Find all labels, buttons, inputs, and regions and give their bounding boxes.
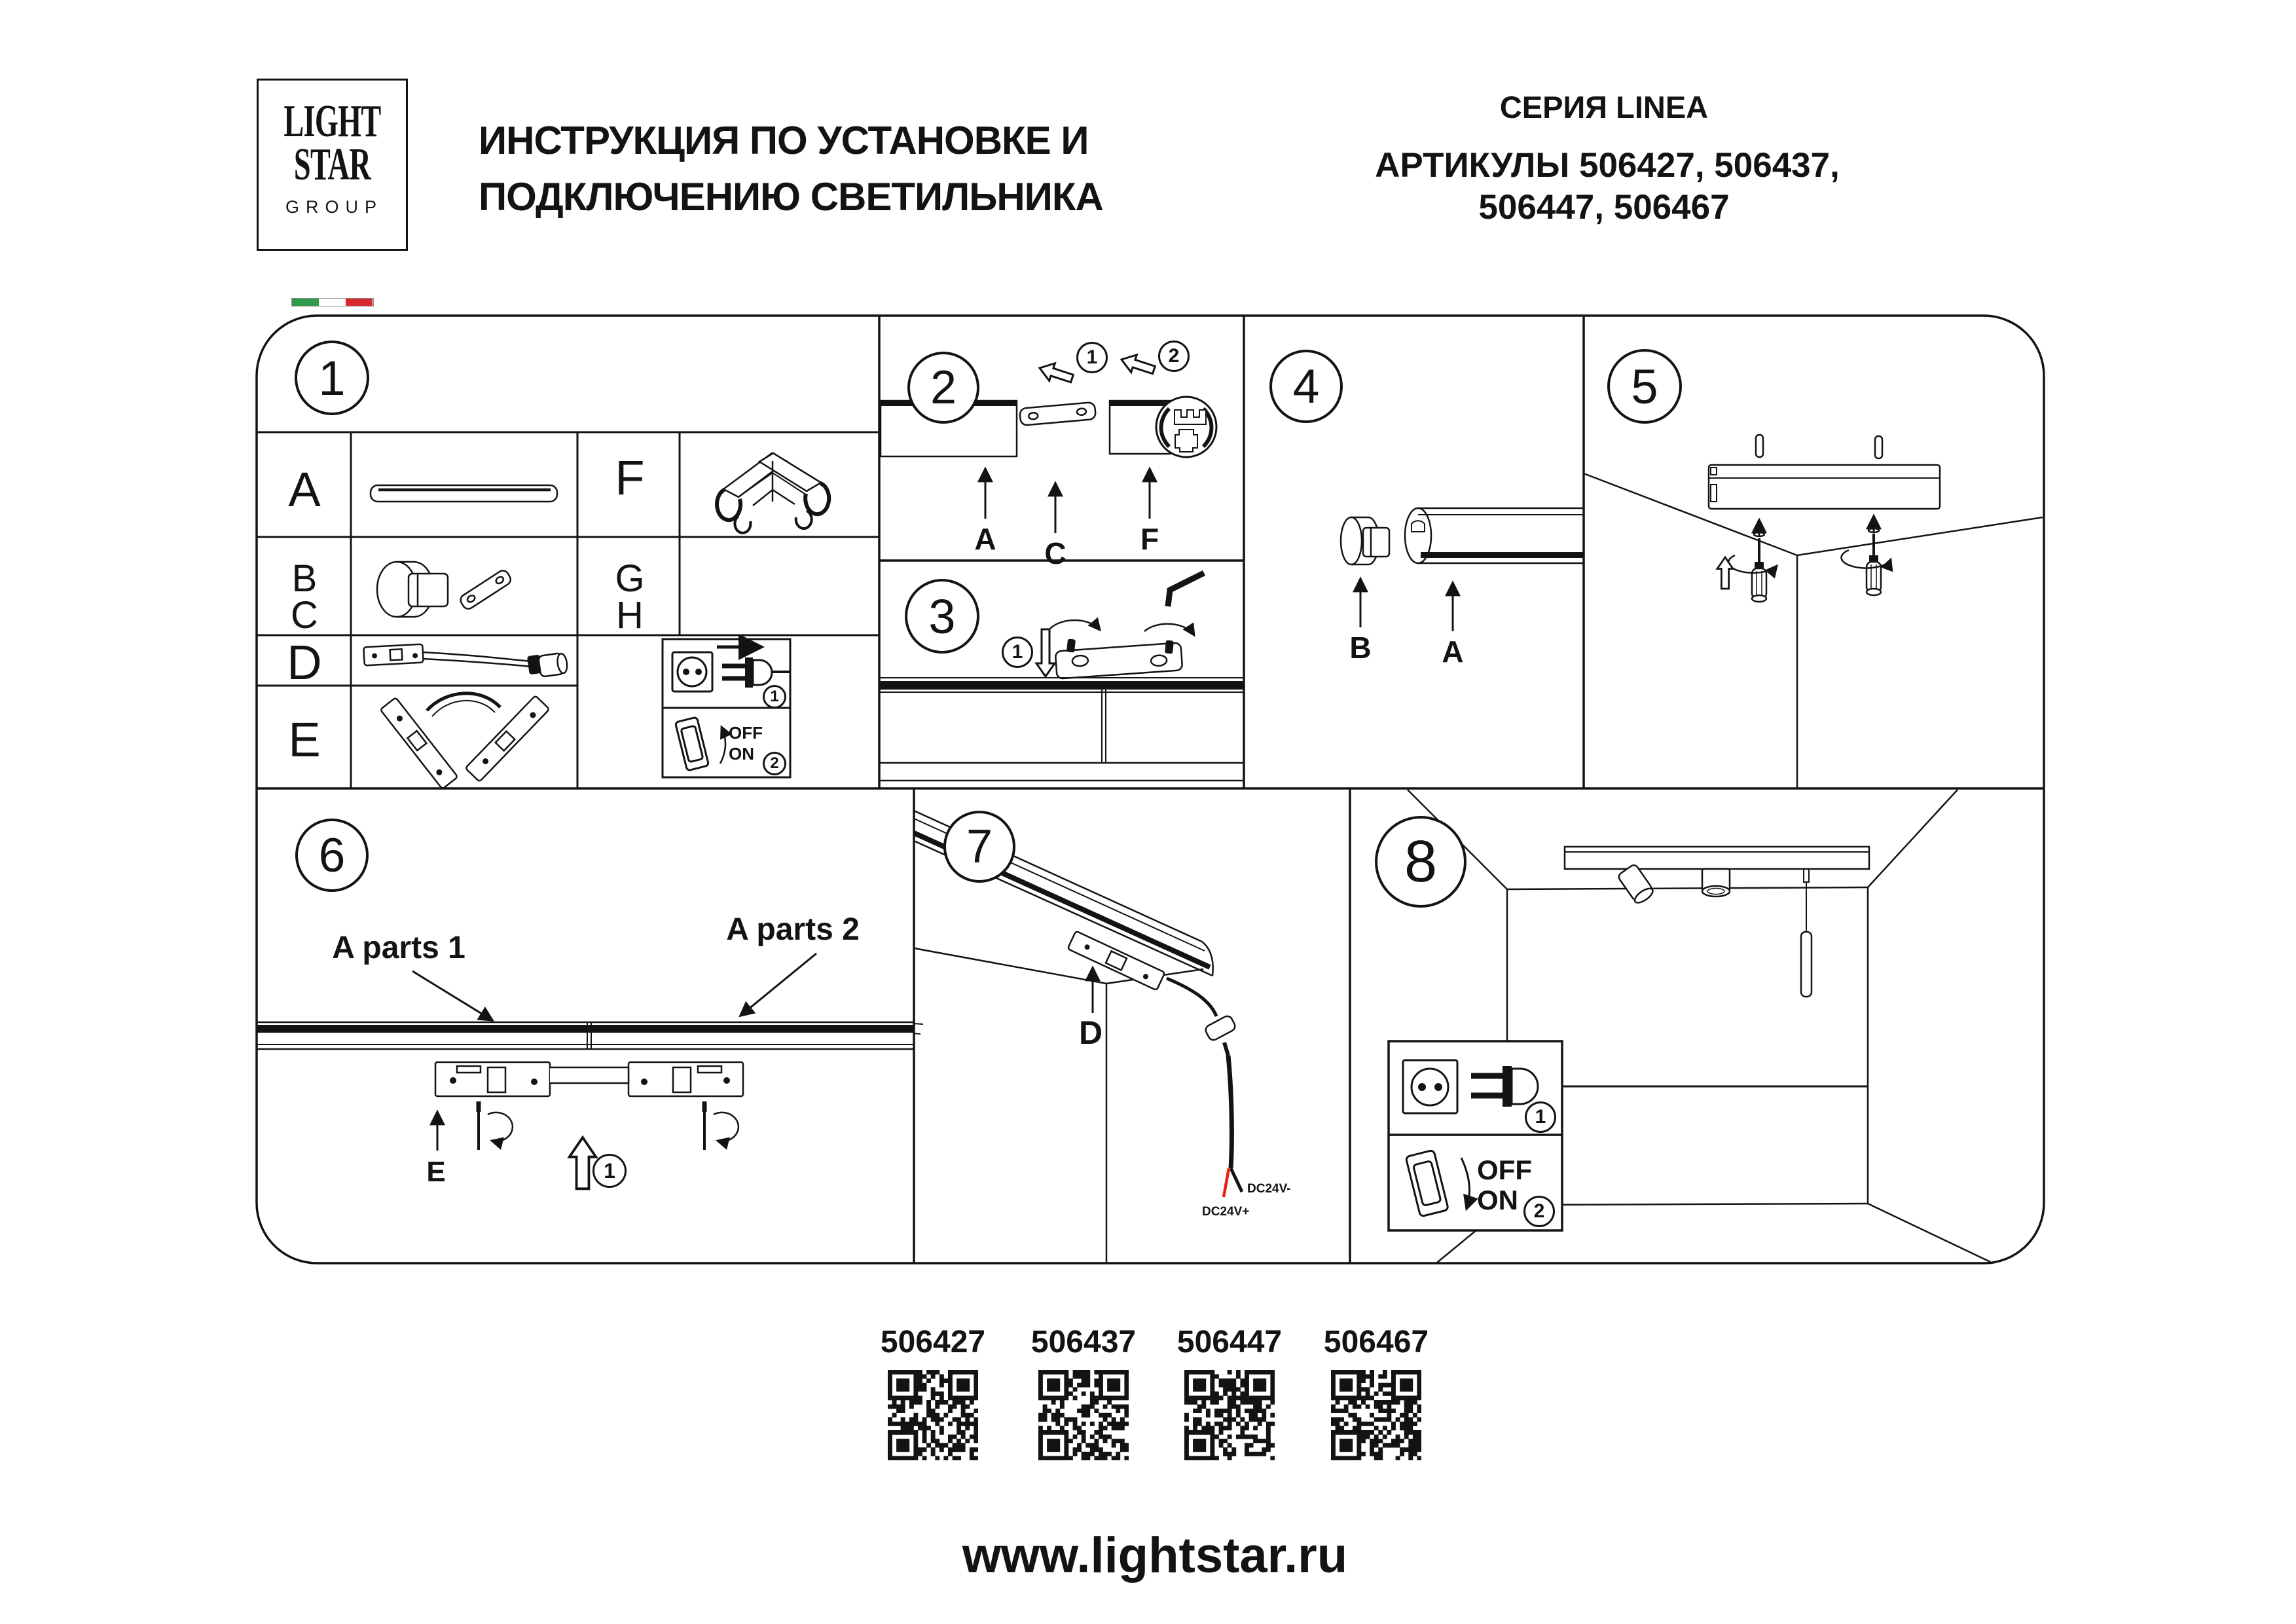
screwdriver-icon <box>477 1101 513 1150</box>
wire-negative-label: DC24V- <box>1247 1182 1291 1196</box>
articles-line-2: 506447, 506467 <box>1478 188 1730 227</box>
logo-word-light: LIGHT <box>283 96 381 147</box>
screwdriver-icon <box>1168 573 1204 606</box>
step-2-badge: 2 <box>907 352 979 424</box>
power-cable <box>1167 978 1242 1197</box>
qr-code <box>888 1370 978 1460</box>
row-label-e: E <box>288 712 321 767</box>
step6-drawing <box>257 953 914 1189</box>
part-f-corner-track-icon <box>717 453 829 533</box>
legend-step-1-badge: 1 <box>763 685 786 709</box>
italian-flag-icon <box>291 298 374 306</box>
part-a-label: A <box>1442 635 1464 669</box>
on-label: ON <box>729 744 754 764</box>
row-label-g: G <box>615 557 645 600</box>
end-cap-icon <box>1341 517 1389 564</box>
title-line-2: ПОДКЛЮЧЕНИЮ СВЕТИЛЬНИКА <box>479 175 1103 219</box>
legend-step-1-badge: 1 <box>1525 1101 1556 1133</box>
qr-article-label: 506427 <box>880 1325 986 1359</box>
step-6-badge: 6 <box>295 819 369 892</box>
screw-icon <box>1754 516 1879 537</box>
legend-step-2-badge: 2 <box>763 752 786 775</box>
flag-green <box>292 299 319 306</box>
on-label: ON <box>1477 1185 1518 1215</box>
part-c-joint-plate-icon <box>458 568 513 611</box>
part-e-label: E <box>426 1156 446 1188</box>
part-a-label: A <box>974 522 996 556</box>
part-b-end-cap-icon <box>377 562 448 617</box>
lightstar-logo <box>257 79 408 251</box>
a-parts-2-label: A parts 2 <box>726 912 860 947</box>
qr-code <box>1184 1370 1275 1460</box>
row-label-f: F <box>615 451 645 505</box>
red-wire <box>1224 1168 1229 1197</box>
off-label: OFF <box>1477 1154 1532 1185</box>
row-label-b: B <box>291 557 318 600</box>
flag-red <box>346 299 373 306</box>
off-label: OFF <box>729 723 763 743</box>
qr-article-label: 506467 <box>1323 1325 1429 1359</box>
title-line-1: ИНСТРУКЦИЯ ПО УСТАНОВКЕ И <box>479 119 1089 162</box>
part-d-power-feed-icon <box>363 644 568 677</box>
ceiling-track <box>1565 847 1869 869</box>
step-5-badge: 5 <box>1607 349 1682 424</box>
part-d-label: D <box>1078 1014 1103 1051</box>
part-b-label: B <box>1349 631 1372 665</box>
row-label-a: A <box>288 462 321 517</box>
open-arrow-left-icon <box>1037 360 1075 388</box>
step-7-badge: 7 <box>943 811 1015 883</box>
step5-drawing <box>1584 435 2043 788</box>
part-f-label: F <box>1140 522 1159 556</box>
open-arrow-down-icon <box>1036 629 1055 676</box>
wire-positive-label: DC24V+ <box>1202 1205 1250 1219</box>
screwdriver-icon <box>702 1101 738 1150</box>
profile-end-icon <box>1405 508 1583 563</box>
flag-white <box>319 299 346 306</box>
row-label-d: D <box>287 635 322 690</box>
callout-2-badge: 2 <box>1158 341 1190 372</box>
e-connector-drawing <box>435 1062 743 1096</box>
part-e-corner-connector-icon <box>380 693 550 789</box>
part-c-label: C <box>1044 536 1066 570</box>
open-arrow-left-icon <box>1119 351 1157 379</box>
a-parts-1-label: A parts 1 <box>332 931 465 965</box>
callout-1-badge: 1 <box>1076 342 1108 373</box>
cylinder-light-icon <box>1702 869 1730 896</box>
dowel-icon <box>1756 435 1882 458</box>
articles-line-1: АРТИКУЛЫ 506427, 506437, <box>1375 146 1840 185</box>
qr-code <box>1038 1370 1129 1460</box>
step-4-badge: 4 <box>1269 350 1343 423</box>
series-label: СЕРИЯ LINEA <box>1499 90 1709 124</box>
part-a-track-profile-icon <box>371 485 557 502</box>
step-3-badge: 3 <box>905 579 979 654</box>
qr-article-label: 506447 <box>1176 1325 1283 1359</box>
row-label-c: C <box>291 594 318 637</box>
logo-word-star: STAR <box>293 139 371 190</box>
website-url: www.lightstar.ru <box>962 1528 1348 1583</box>
panel-frame <box>257 316 2044 1263</box>
row-label-h: H <box>616 594 644 637</box>
step4-drawing <box>1341 508 1583 631</box>
qr-code <box>1331 1370 1421 1460</box>
qr-article-label: 506437 <box>1030 1325 1137 1359</box>
logo-word-group: GROUP <box>285 197 383 217</box>
page-title <box>479 113 1103 225</box>
callout-1-badge: 1 <box>592 1154 627 1188</box>
step-1-badge: 1 <box>295 341 369 415</box>
legend-step-2-badge: 2 <box>1523 1196 1555 1227</box>
mounted-profile <box>1709 465 1940 509</box>
screwdriver-icon <box>1752 538 1766 602</box>
callout-1-badge: 1 <box>1002 637 1033 668</box>
open-arrow-up-icon <box>1717 557 1733 589</box>
open-arrow-up-icon <box>570 1137 596 1189</box>
step-8-badge: 8 <box>1375 816 1467 908</box>
